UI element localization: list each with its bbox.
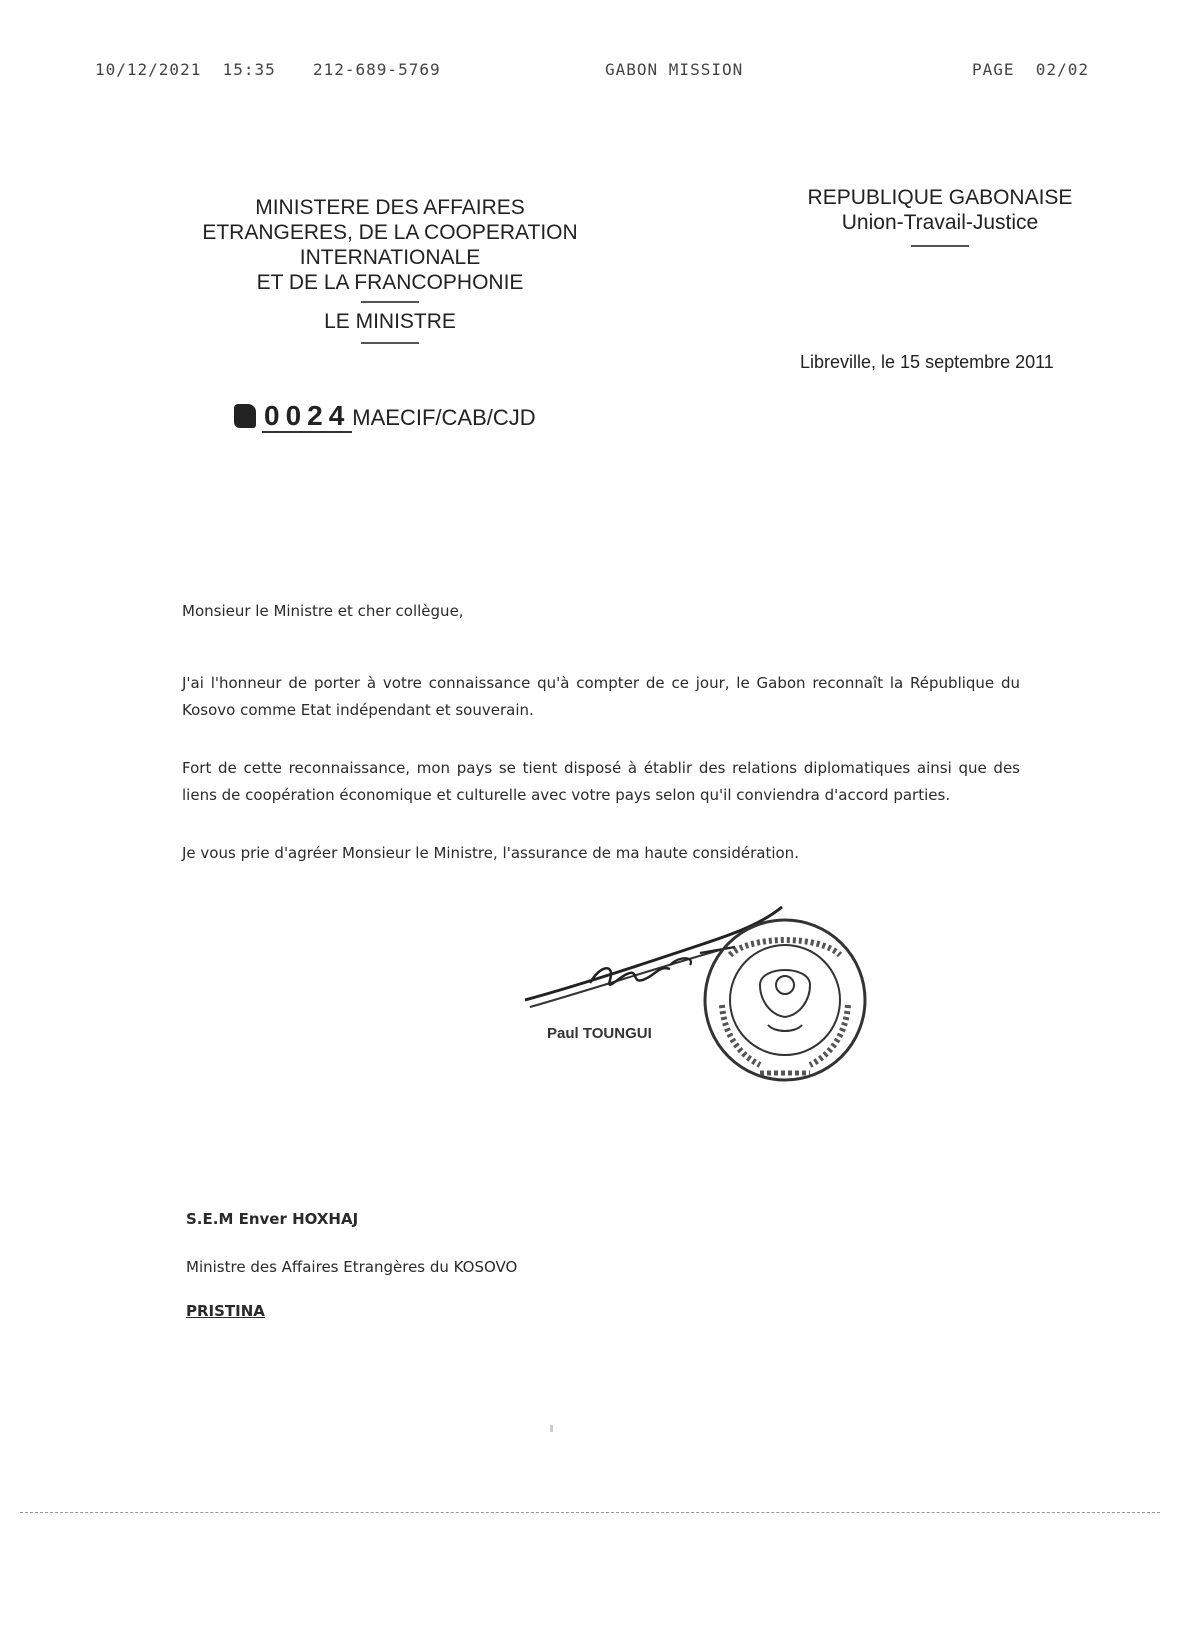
republic-letterhead	[780, 185, 1100, 247]
paragraph-2: Fort de cette reconnaissance, mon pays se tient disposé à établir des relations diplomatiques ainsi que des liens de coopération économique et culturelle avec votre pays selon qu'il conviendra d'accord parties.	[182, 759, 1020, 804]
ministry-line-3: INTERNATIONALE	[299, 246, 481, 269]
recipient-name: S.E.M Enver HOXHAJ	[186, 1210, 359, 1228]
place-date: Libreville, le 15 septembre 2011	[800, 352, 1054, 372]
salutation: Monsieur le Ministre et cher collègue,	[182, 602, 464, 620]
recipient-title: Ministre des Affaires Etrangères du KOSOVO	[186, 1258, 518, 1276]
reference-suffix: MAECIF/CAB/CJD	[352, 405, 536, 430]
fax-datetime: 10/12/2021 15:35	[95, 60, 276, 79]
ministry-line-2: ETRANGERES, DE LA COOPERATION	[202, 221, 578, 244]
ministry-line-1: MINISTERE DES AFFAIRES	[255, 196, 525, 219]
fax-phone: 212-689-5769	[313, 60, 441, 79]
republic-name: REPUBLIQUE GABONAISE	[807, 186, 1073, 209]
letterhead-divider-2	[361, 342, 419, 344]
paragraph-1: J'ai l'honneur de porter à votre connaissance qu'à compter de ce jour, le Gabon reconnaît la République du Kosovo comme Etat indépendant et souverain.	[182, 674, 1020, 719]
signatory-name: Paul TOUNGUI	[547, 1025, 652, 1042]
republic-divider	[911, 245, 969, 247]
letterhead-divider	[361, 301, 419, 303]
republic-motto: Union-Travail-Justice	[841, 211, 1039, 234]
ink-blot-icon	[234, 404, 256, 428]
official-seal-icon	[700, 915, 870, 1085]
fax-page-number: PAGE 02/02	[972, 60, 1089, 79]
reference-digits: 0024	[264, 400, 351, 431]
recipient-city: PRISTINA	[186, 1302, 265, 1320]
paragraph-3: Je vous prie d'agréer Monsieur le Ministre, l'assurance de ma haute considération.	[182, 844, 799, 862]
ministry-letterhead	[180, 195, 600, 344]
minister-title: LE MINISTRE	[324, 310, 456, 333]
scan-speck	[550, 1425, 553, 1432]
fax-sender: GABON MISSION	[605, 60, 744, 79]
scan-bottom-edge	[20, 1512, 1160, 1513]
ministry-line-4: ET DE LA FRANCOPHONIE	[256, 271, 524, 294]
reference-number	[234, 400, 536, 432]
